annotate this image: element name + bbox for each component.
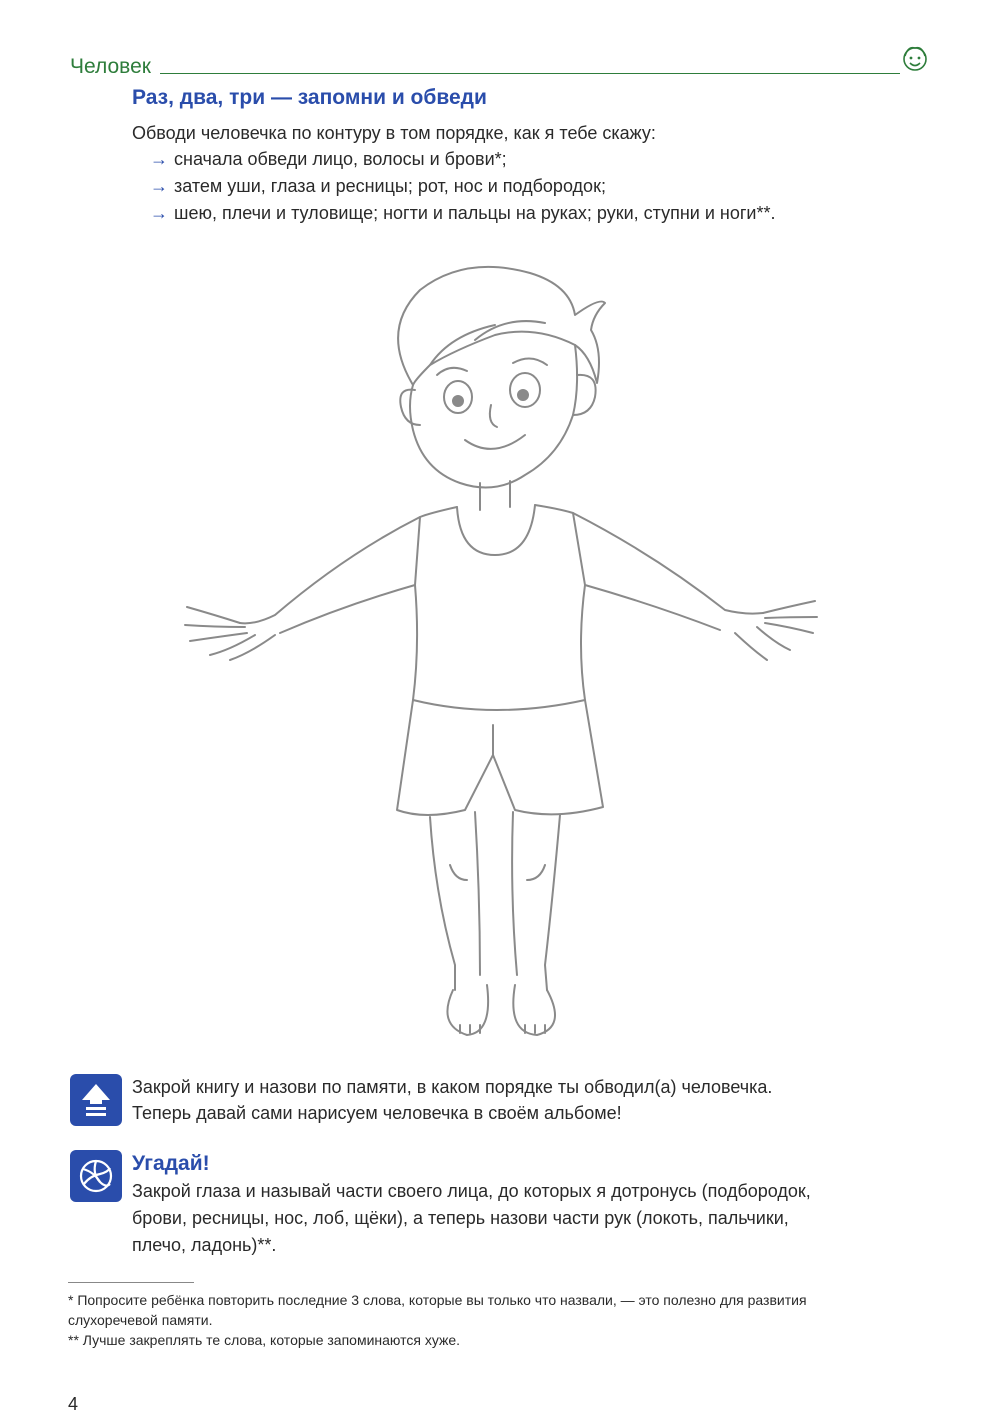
- step-item: [150, 200, 775, 227]
- volleyball-icon: [70, 1150, 122, 1202]
- guess-text: [132, 1150, 811, 1259]
- arrow-up-icon: [70, 1074, 122, 1126]
- step-item: [150, 146, 775, 173]
- guess-line: Закрой глаза и называй части своего лица, до которых я дотронусь (подбородок,: [132, 1181, 811, 1201]
- task-steps: [150, 146, 775, 227]
- arrow-right-icon: →: [150, 149, 168, 169]
- guess-line: брови, ресницы, нос, лоб, щёки), а теперь назови части рук (локоть, пальчики,: [132, 1208, 789, 1228]
- header-rule: [160, 73, 900, 74]
- arrow-right-icon: →: [150, 176, 168, 196]
- task-title: Раз, два, три — запомни и обведи: [132, 86, 487, 109]
- page-number: 4: [68, 1394, 79, 1414]
- guess-icon-tile: [70, 1150, 122, 1202]
- recall-icon-tile: [70, 1074, 122, 1126]
- page-header: [70, 55, 930, 85]
- arrow-right-icon: →: [150, 203, 168, 223]
- footnote-rule: [68, 1282, 194, 1283]
- step-text: сначала обведи лицо, волосы и брови*;: [174, 149, 507, 169]
- boy-outline-illustration: [175, 255, 825, 1045]
- guess-line: плечо, ладонь)**.: [132, 1235, 277, 1255]
- footnote-line: * Попросите ребёнка повторить последние 3 слова, которые вы только что назвали, — это полезно для развития: [68, 1292, 807, 1308]
- footnotes: [68, 1290, 938, 1350]
- step-text: затем уши, глаза и ресницы; рот, нос и подбородок;: [174, 176, 606, 196]
- footnote-line: слухоречевой памяти.: [68, 1312, 213, 1328]
- guess-title: Угадай!: [132, 1152, 210, 1175]
- step-text: шею, плечи и туловище; ногти и пальцы на руках; руки, ступни и ноги**.: [174, 203, 776, 223]
- footnote-line: ** Лучше закреплять те слова, которые запоминаются хуже.: [68, 1332, 461, 1348]
- smiley-face-icon: [900, 43, 930, 73]
- step-item: [150, 173, 775, 200]
- recall-line: Закрой книгу и назови по памяти, в каком порядке ты обводил(а) человечка.: [132, 1077, 773, 1097]
- recall-line: Теперь давай сами нарисуем человечка в своём альбоме!: [132, 1103, 622, 1123]
- task-intro: Обводи человечка по контуру в том порядке, как я тебе скажу:: [132, 123, 656, 143]
- recall-text: [132, 1074, 772, 1126]
- section-title: Человек: [70, 55, 151, 78]
